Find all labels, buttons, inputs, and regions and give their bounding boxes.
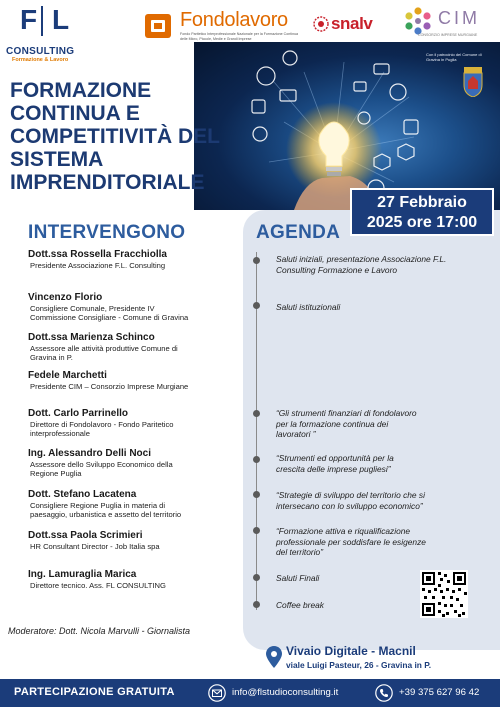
agenda-line: crescita delle imprese pugliesi”	[276, 463, 391, 474]
patronage-text: Con il patrocinio del Comune di Gravina in Puglia	[426, 52, 482, 62]
agenda-line: Consulting Formazione e Lavoro	[276, 264, 398, 275]
speaker-name: Vincenzo Florio	[28, 292, 103, 303]
speaker-name: Dott.ssa Paola Scrimieri	[28, 530, 143, 541]
agenda-line: Coffee break	[276, 600, 324, 610]
timeline-dot	[253, 257, 260, 264]
speaker-item	[28, 292, 248, 322]
speaker-item	[28, 332, 248, 362]
agenda-line: lavoratori ”	[276, 429, 316, 440]
speaker-role: HR Consultant Director - Job Italia spa	[30, 542, 160, 551]
speaker-item	[28, 448, 248, 478]
speaker-role: Direttore di Fondolavoro - Fondo Paritetico	[30, 420, 174, 429]
agenda-item	[276, 254, 476, 275]
title-line: IMPRENDITORIALE	[10, 171, 205, 194]
moderator-text: Moderatore: Dott. Nicola Marvulli - Giornalista	[8, 626, 191, 636]
fl-logo-icon	[14, 4, 70, 44]
agenda-item	[276, 408, 476, 440]
speaker-role: interprofessionale	[30, 429, 90, 438]
speaker-role: Consigliere Regione Puglia in materia di	[30, 501, 166, 510]
speaker-role: Assessore alle attività produttive Comune di	[30, 344, 178, 353]
speakers-heading: INTERVENGONO	[28, 222, 186, 243]
mail-icon	[208, 684, 226, 702]
speaker-item	[28, 489, 248, 519]
fl-logo-subtitle: Formazione & Lavoro	[12, 57, 69, 63]
speaker-role: Presidente Associazione F.L. Consulting	[30, 261, 166, 270]
agenda-line: “Formazione attiva e riqualificazione	[276, 526, 411, 536]
timeline-dot	[253, 574, 260, 581]
speaker-name: Dott.ssa Rossella Fracchiolla	[28, 249, 167, 260]
speaker-item	[28, 370, 248, 391]
cim-name: CIM	[438, 8, 480, 28]
speaker-role: Direttore tecnico. Ass. FL CONSULTING	[30, 581, 166, 590]
agenda-line: Saluti Finali	[276, 573, 320, 583]
title-line: COMPETITIVITÀ DEL	[10, 125, 220, 148]
title-line: CONTINUA E	[10, 102, 140, 125]
fondolavoro-logo-icon	[144, 11, 174, 41]
agenda-line: “Strumenti ed opportunità per la	[276, 453, 394, 463]
speaker-role: Assessore dello Sviluppo Economico della	[30, 460, 173, 469]
agenda-line: del territorio”	[276, 547, 324, 558]
crest-icon	[462, 67, 484, 97]
speaker-name: Dott. Carlo Parrinello	[28, 408, 129, 419]
cim-tagline: CONSORZIO IMPRESE MURGIANE	[418, 33, 478, 37]
fl-logo-name: CONSULTING	[6, 46, 75, 57]
fondolavoro-name: Fondolavoro	[180, 9, 288, 31]
phone-icon	[375, 684, 393, 702]
agenda-item	[276, 302, 476, 313]
location-pin-icon	[266, 646, 282, 668]
fl-logo-letter-f: F	[20, 4, 38, 35]
agenda-line: professionale per soddisfare le esigenze	[276, 536, 426, 547]
venue-name: Vivaio Digitale - Macnil	[286, 644, 416, 658]
title-line: FORMAZIONE	[10, 79, 152, 102]
fl-logo-letter-l: L	[52, 4, 70, 35]
speaker-role: Presidente CIM – Consorzio Imprese Murgiane	[30, 382, 189, 391]
speaker-name: Dott.ssa Marienza Schinco	[28, 332, 155, 343]
event-title	[10, 79, 270, 194]
snalv-name: snalv	[331, 14, 373, 33]
speaker-name: Ing. Lamuraglia Marica	[28, 569, 137, 580]
venue-address: viale Luigi Pasteur, 26 - Gravina in P.	[286, 660, 432, 670]
agenda-item	[276, 453, 476, 474]
contact-phone[interactable]: +39 375 627 96 42	[399, 687, 480, 698]
speaker-item	[28, 408, 248, 438]
free-participation-label: PARTECIPAZIONE GRATUITA	[14, 686, 175, 698]
snalv-logo-icon	[313, 16, 329, 32]
speaker-role: paesaggio, urbanistica e assetto del territorio	[30, 510, 182, 519]
speaker-role: Consigliere Comunale, Presidente IV	[30, 304, 155, 313]
speaker-name: Ing. Alessandro Delli Noci	[28, 448, 151, 459]
agenda-item	[276, 526, 476, 558]
speaker-item	[28, 530, 248, 551]
timeline-dot	[253, 456, 260, 463]
agenda-line: per la formazione continua dei	[276, 418, 389, 429]
speaker-name: Dott. Stefano Lacatena	[28, 489, 137, 500]
agenda-item	[276, 490, 476, 511]
timeline-dot	[253, 491, 260, 498]
speaker-role: Gravina in P.	[30, 353, 73, 362]
agenda-line: “Strategie di sviluppo del territorio che si	[276, 490, 425, 500]
speaker-item	[28, 569, 248, 590]
speaker-item	[28, 249, 248, 270]
timeline-dot	[253, 410, 260, 417]
timeline-dot	[253, 601, 260, 608]
agenda-line: “Gli strumenti finanziari di fondolavoro	[276, 408, 417, 418]
agenda-line: intersecano con lo sviluppo economico”	[276, 500, 423, 511]
footer-bar	[0, 679, 500, 707]
title-line: SISTEMA	[10, 148, 104, 171]
event-date-box	[350, 188, 494, 236]
contact-email[interactable]: info@flstudioconsulting.it	[232, 687, 339, 698]
agenda-line: Saluti iniziali, presentazione Associazione F.L.	[276, 254, 447, 264]
qr-code-icon[interactable]	[420, 570, 468, 618]
timeline-dot	[253, 302, 260, 309]
agenda-line: Saluti istituzionali	[276, 302, 341, 312]
speaker-role: Commissione Consigliare - Comune di Gravina	[30, 313, 189, 322]
event-date: 27 Febbraio	[377, 194, 467, 211]
timeline-dot	[253, 527, 260, 534]
speaker-role: Regione Puglia	[30, 469, 82, 478]
agenda-heading: AGENDA	[256, 222, 341, 243]
fondolavoro-tagline: Fondo Paritetico Interprofessionale Nazionale per la Formazione Continua delle Micro, Piccole, Medie e Grandi Imprese	[180, 32, 299, 41]
event-time: 2025 ore 17:00	[366, 214, 478, 231]
speaker-name: Fedele Marchetti	[28, 370, 107, 381]
